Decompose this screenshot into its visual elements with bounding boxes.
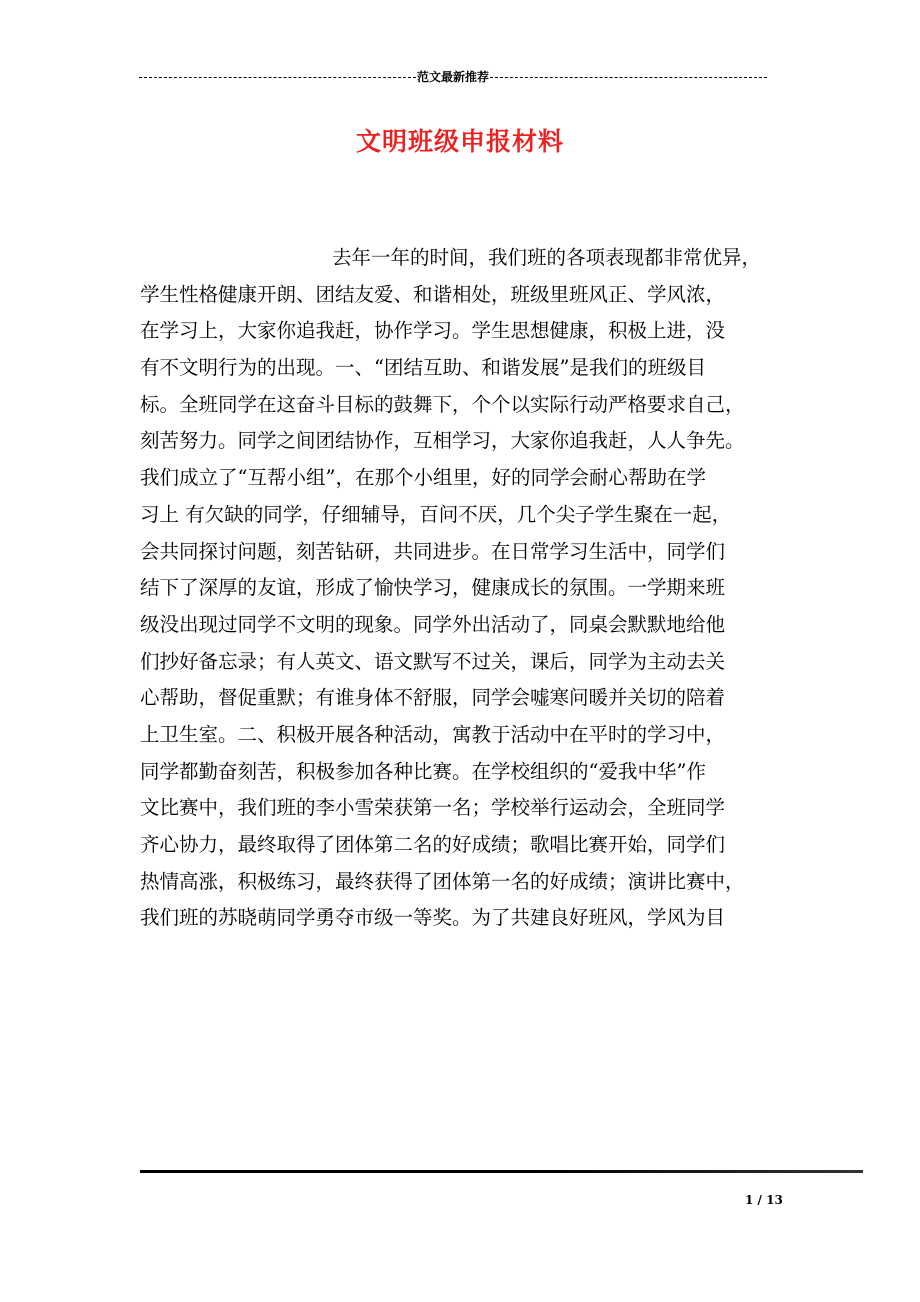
body-line: 心帮助，督促重默；有谁身体不舒服，同学会嘘寒问暖并关切的陪着 bbox=[140, 686, 726, 710]
body-line: 会共同探讨问题，刻苦钻研，共同进步。在日常学习生活中，同学们 bbox=[140, 539, 726, 563]
header-dash-right bbox=[490, 77, 767, 78]
header-rule bbox=[139, 67, 767, 87]
body-line: 们抄好备忘录；有人英文、语文默写不过关，课后，同学为主动去关 bbox=[140, 649, 726, 673]
body-line: 标。全班同学在这奋斗目标的鼓舞下，个个以实际行动严格要求自己， bbox=[140, 392, 745, 416]
body-line: 齐心协力，最终取得了团体第二名的好成绩；歌唱比赛开始，同学们 bbox=[140, 833, 726, 856]
page-number: 1 / 13 bbox=[745, 1193, 783, 1207]
body-line: 我们成立了“互帮小组”，在那个小组里，好的同学会耐心帮助在学 bbox=[140, 466, 706, 490]
body-text bbox=[140, 240, 780, 937]
body-line: 级没出现过同学不文明的现象。同学外出活动了，同桌会默默地给他 bbox=[140, 612, 726, 636]
body-line: 同学都勤奋刻苦，积极参加各种比赛。在学校组织的“爱我中华”作 bbox=[140, 759, 706, 783]
body-line: 上卫生室。二、积极开展各种活动，寓教于活动中在平时的学习中， bbox=[140, 722, 726, 746]
body-line: 习上 有欠缺的同学，仔细辅导，百问不厌，几个尖子学生聚在一起， bbox=[140, 502, 732, 526]
footer-rule bbox=[140, 1170, 863, 1173]
body-line: 去年一年的时间，我们班的各项表现都非常优异， bbox=[332, 246, 762, 269]
body-line: 刻苦努力。同学之间团结协作，互相学习，大家你追我赶，人人争先。 bbox=[140, 429, 745, 453]
body-line: 在学习上，大家你追我赶，协作学习。学生思想健康，积极上进，没 bbox=[140, 319, 726, 343]
header-label: 范文最新推荐 bbox=[417, 70, 490, 84]
body-line: 结下了深厚的友谊，形成了愉快学习，健康成长的氛围。一学期来班 bbox=[140, 576, 726, 600]
header-dash-left bbox=[139, 77, 416, 78]
body-line: 我们班的苏晓萌同学勇夺市级一等奖。为了共建良好班风，学风为目 bbox=[140, 906, 726, 930]
body-line: 热情高涨，积极练习，最终获得了团体第一名的好成绩；演讲比赛中， bbox=[140, 869, 745, 893]
body-line: 文比赛中，我们班的李小雪荣获第一名；学校举行运动会，全班同学 bbox=[140, 796, 726, 820]
document-title: 文明班级申报材料 bbox=[355, 127, 564, 156]
body-line: 学生性格健康开朗、团结友爱、和谐相处，班级里班风正、学风浓， bbox=[140, 282, 726, 306]
body-line: 有不文明行为的出现。一、“团结互助、和谐发展”是我们的班级目 bbox=[140, 356, 706, 380]
